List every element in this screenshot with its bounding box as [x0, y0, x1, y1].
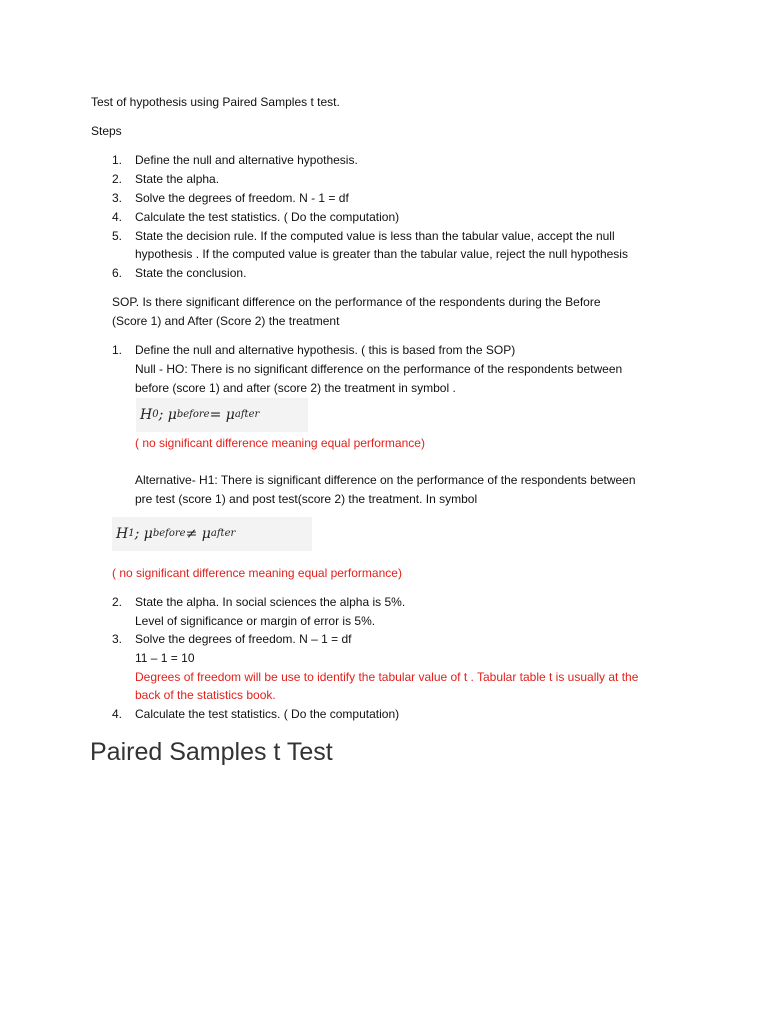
sop-line: (Score 1) and After (Score 2) the treatment	[112, 314, 340, 328]
steps-heading: Steps	[91, 124, 122, 138]
step-number: 1.	[112, 153, 123, 167]
degrees-note: Degrees of freedom will be use to identify the tabular value of t . Tabular table t is usually at the	[135, 670, 639, 684]
step-number: 5.	[112, 229, 123, 243]
step-number: 4.	[112, 210, 123, 224]
section-number: 1.	[112, 343, 123, 357]
step-text: State the conclusion.	[135, 266, 247, 280]
step-text: Solve the degrees of freedom. N - 1 = df	[135, 191, 349, 205]
section-number: 3.	[112, 632, 123, 646]
section-number: 4.	[112, 707, 123, 721]
document-title: Test of hypothesis using Paired Samples t test.	[91, 95, 340, 109]
null-note: ( no significant difference meaning equal performance)	[135, 436, 425, 450]
alternative-note: ( no significant difference meaning equal performance)	[112, 566, 402, 580]
alternative-hypothesis-text: Alternative- H1: There is significant difference on the performance of the respondents between	[135, 473, 636, 487]
step-number: 6.	[112, 266, 123, 280]
step-text: Calculate the test statistics. ( Do the computation)	[135, 210, 400, 224]
section-text: Calculate the test statistics. ( Do the computation)	[135, 707, 400, 721]
step-text-continued: hypothesis . If the computed value is greater than the tabular value, reject the null hypothesis	[135, 247, 628, 261]
degrees-note: back of the statistics book.	[135, 688, 276, 702]
step-number: 3.	[112, 191, 123, 205]
step-text: Define the null and alternative hypothesis.	[135, 153, 358, 167]
step-number: 2.	[112, 172, 123, 186]
paired-samples-heading: Paired Samples t Test	[90, 738, 333, 766]
section-text: Level of significance or margin of error is 5%.	[135, 614, 376, 628]
section-number: 2.	[112, 595, 123, 609]
null-hypothesis-formula: H 0 ; μ before = μ after	[136, 398, 308, 432]
section-text: State the alpha. In social sciences the alpha is 5%.	[135, 595, 406, 609]
step-text: State the alpha.	[135, 172, 220, 186]
step-text: State the decision rule. If the computed value is less than the tabular value, accept the null	[135, 229, 615, 243]
null-hypothesis-text: before (score 1) and after (score 2) the treatment in symbol .	[135, 381, 456, 395]
alternative-hypothesis-text: pre test (score 1) and post test(score 2) the treatment. In symbol	[135, 492, 478, 506]
alternative-hypothesis-formula: H 1 ; μ before ≠ μ after	[112, 517, 312, 551]
section-text: Solve the degrees of freedom. N – 1 = df	[135, 632, 352, 646]
section-heading: Define the null and alternative hypothesis. ( this is based from the SOP)	[135, 343, 516, 357]
sop-line: SOP. Is there significant difference on the performance of the respondents during the Before	[112, 295, 601, 309]
section-text: 11 – 1 = 10	[135, 651, 195, 665]
null-hypothesis-text: Null - HO: There is no significant difference on the performance of the respondents between	[135, 362, 623, 376]
